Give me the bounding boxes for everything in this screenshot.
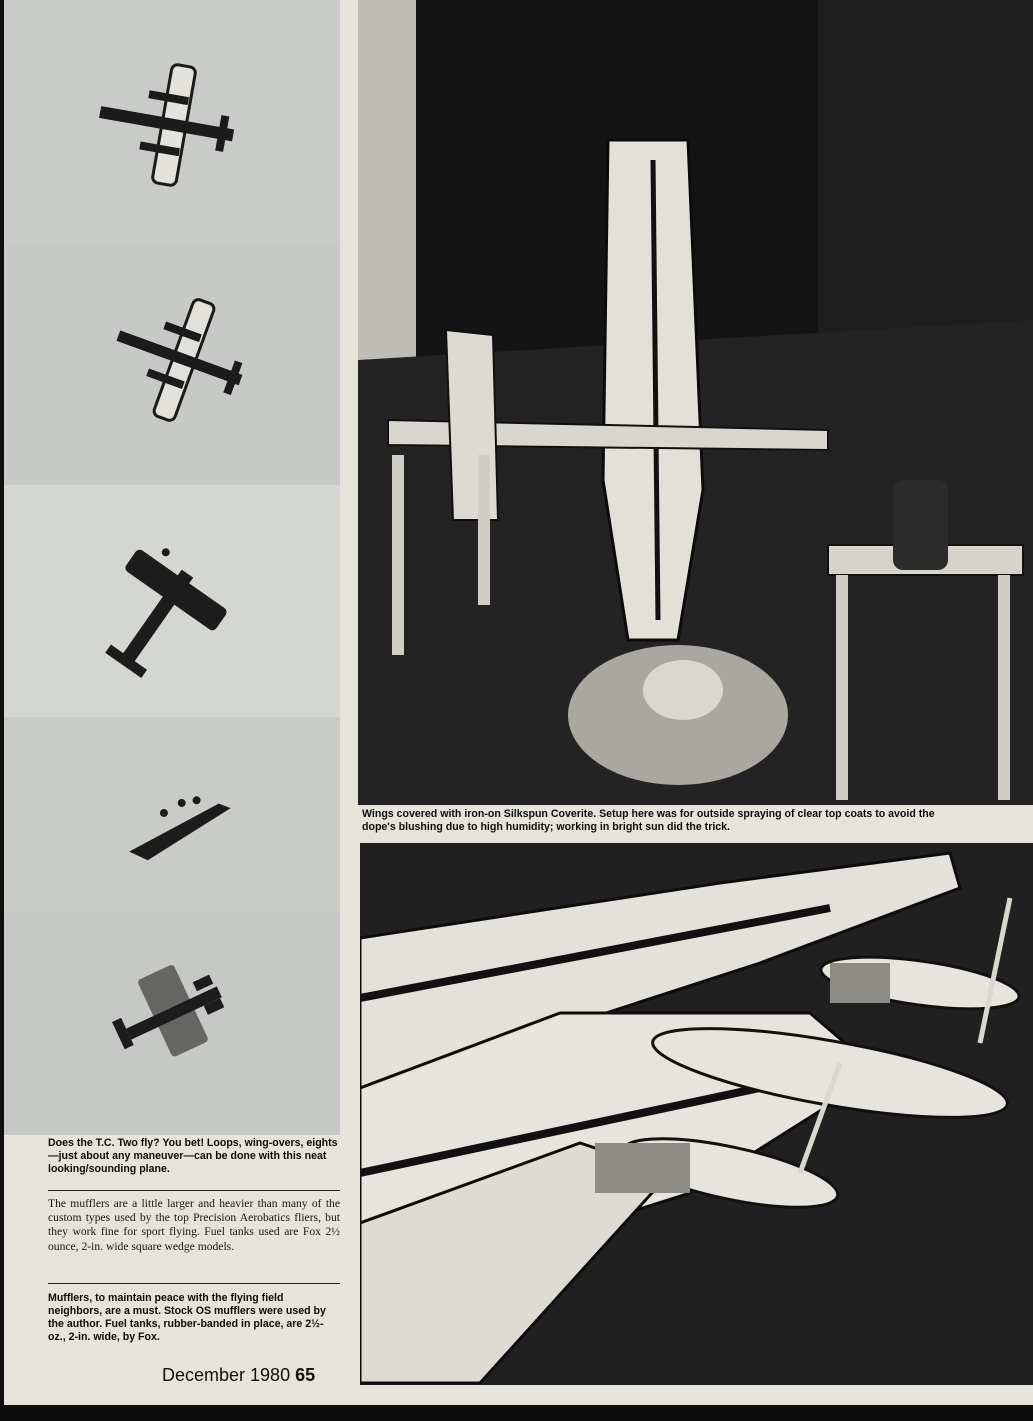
caption-divider-1 xyxy=(48,1190,340,1191)
body-paragraph: The mufflers are a little larger and heavier than many of the custom types used by the top Precision Aerobatics fliers, but they work fine for sport flying. Fuel tanks used are Fox 2½ ounce, 2-in. wide square wedge models. xyxy=(48,1197,340,1253)
top-photo-caption: Wings covered with iron-on Silkspun Coverite. Setup here was for outside spraying of clear top coats to avoid the dope's blushing due to high humidity; working in bright sun did the trick. xyxy=(362,808,935,833)
plane-silhouette-1 xyxy=(4,0,340,245)
flight-frame-4 xyxy=(4,717,340,913)
flight-frame-3 xyxy=(4,485,340,717)
plane-silhouette-5 xyxy=(4,913,340,1135)
model-plane-closeup-graphic xyxy=(360,843,1033,1385)
top-photo xyxy=(358,0,1033,805)
flight-frame-5 xyxy=(4,913,340,1135)
workshop-photo-graphic xyxy=(358,0,1033,805)
flight-frame-1 xyxy=(4,0,340,245)
caption-divider-2 xyxy=(48,1283,340,1284)
folio-date: December 1980 xyxy=(162,1365,291,1385)
folio-page-number: 65 xyxy=(295,1365,316,1385)
flight-sequence-caption: Does the T.C. Two fly? You bet! Loops, wing-overs, eights—just about any maneuver—can be done with this neat looking/sounding plane. xyxy=(48,1137,338,1175)
flight-frame-2 xyxy=(4,245,340,485)
plane-silhouette-3 xyxy=(4,485,340,717)
bottom-photo-caption: Mufflers, to maintain peace with the flying field neighbors, are a must. Stock OS mufflers were used by the author. Fuel tanks, rubber-banded in place, are 2½-oz., 2-in. wide, by Fox. xyxy=(48,1292,326,1343)
plane-silhouette-2 xyxy=(4,245,340,485)
plane-silhouette-4 xyxy=(4,717,340,913)
scan-bottom-edge xyxy=(0,1405,1033,1421)
page-folio xyxy=(162,1365,315,1386)
bottom-photo xyxy=(360,843,1033,1385)
